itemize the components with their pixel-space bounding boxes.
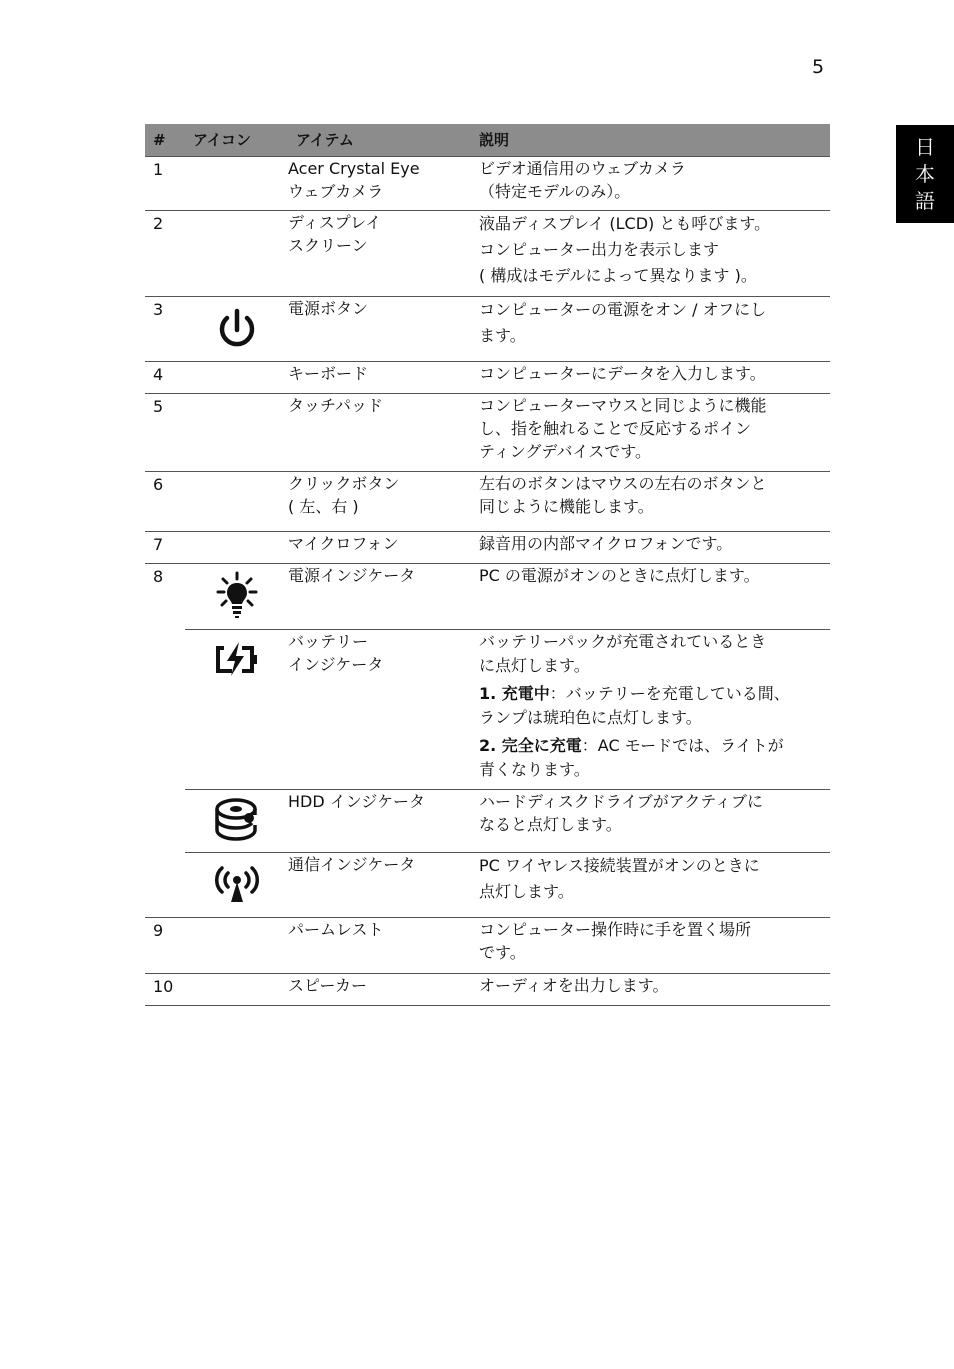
row-item: バッテリー インジケータ — [288, 630, 479, 790]
row-description: 液晶ディスプレイ (LCD) とも呼びます。 コンピューター出力を表示します ( 構成はモデルによって異なります )。 — [479, 211, 830, 297]
row-number: 5 — [145, 394, 185, 472]
header-icon: アイコン — [185, 124, 288, 157]
row-item: 電源ボタン — [288, 297, 479, 362]
row-description: コンピューターマウスと同じように機能 し、指を触れることで反応するポイン ティングデバイスです。 — [479, 394, 830, 472]
battery-charging-icon — [212, 639, 262, 679]
language-tab-char: 日 — [915, 134, 935, 159]
row-number: 10 — [145, 974, 185, 1006]
row-item: クリックボタン ( 左、右 ) — [288, 472, 479, 532]
table-header-row — [145, 124, 830, 157]
table-row — [145, 630, 830, 790]
row-description: PC ワイヤレス接続装置がオンのときに 点灯します。 — [479, 853, 830, 918]
table-row — [145, 394, 830, 472]
row-description: オーディオを出力します。 — [479, 974, 830, 1006]
row-item: キーボード — [288, 362, 479, 394]
row-item: 電源インジケータ — [288, 564, 479, 630]
hdd-icon — [213, 795, 261, 847]
language-tab-char: 本 — [915, 161, 935, 186]
row-number: 2 — [145, 211, 185, 297]
table-row — [145, 472, 830, 532]
row-number: 6 — [145, 472, 185, 532]
row-description: コンピューターにデータを入力します。 — [479, 362, 830, 394]
table-row — [145, 974, 830, 1006]
row-description: ビデオ通信用のウェブカメラ （特定モデルのみ）。 — [479, 157, 830, 211]
table-row — [145, 918, 830, 974]
table-row — [145, 211, 830, 297]
row-description: PC の電源がオンのときに点灯します。 — [479, 564, 830, 630]
page-number: 5 — [812, 56, 825, 78]
row-item: パームレスト — [288, 918, 479, 974]
header-desc: 説明 — [479, 124, 830, 157]
row-description: ハードディスクドライブがアクティブに なると点灯します。 — [479, 790, 830, 853]
row-item: ディスプレイ スクリーン — [288, 211, 479, 297]
row-description: 録音用の内部マイクロフォンです。 — [479, 532, 830, 564]
wireless-icon — [209, 862, 265, 906]
row-number: 8 — [145, 564, 185, 918]
row-item: タッチパッド — [288, 394, 479, 472]
table-row — [145, 532, 830, 564]
row-item: HDD インジケータ — [288, 790, 479, 853]
component-table — [145, 124, 830, 1006]
row-item: Acer Crystal Eye ウェブカメラ — [288, 157, 479, 211]
row-description: コンピューター操作時に手を置く場所 です。 — [479, 918, 830, 974]
row-number: 3 — [145, 297, 185, 362]
row-number: 1 — [145, 157, 185, 211]
row-description: コンピューターの電源をオン / オフにし ます。 — [479, 297, 830, 362]
header-item: アイテム — [288, 124, 479, 157]
row-item: 通信インジケータ — [288, 853, 479, 918]
table-row — [145, 297, 830, 362]
row-number: 4 — [145, 362, 185, 394]
language-tab — [896, 125, 954, 223]
power-icon — [212, 305, 262, 355]
header-num: # — [145, 124, 185, 157]
power-indicator-light-icon — [213, 570, 261, 620]
row-item: スピーカー — [288, 974, 479, 1006]
table-row — [145, 157, 830, 211]
row-description: 左右のボタンはマウスの左右のボタンと 同じように機能します。 — [479, 472, 830, 532]
table-row — [145, 853, 830, 918]
row-description: バッテリーパックが充電されているとき に点灯します。 1. 充電中：バッテリーを充電している間、 ランプは琥珀色に点灯します。 2. 完全に充電：AC モードでは、ライトが 青くなります。 — [479, 630, 830, 790]
charging-status-item: 1. 充電中：バッテリーを充電している間、 ランプは琥珀色に点灯します。 — [479, 684, 790, 727]
language-tab-char: 語 — [915, 188, 935, 213]
row-number: 7 — [145, 532, 185, 564]
table-row — [145, 564, 830, 630]
row-number: 9 — [145, 918, 185, 974]
table-row — [145, 790, 830, 853]
row-item: マイクロフォン — [288, 532, 479, 564]
table-row — [145, 362, 830, 394]
full-charge-status-item: 2. 完全に充電：AC モードでは、ライトが 青くなります。 — [479, 736, 784, 779]
